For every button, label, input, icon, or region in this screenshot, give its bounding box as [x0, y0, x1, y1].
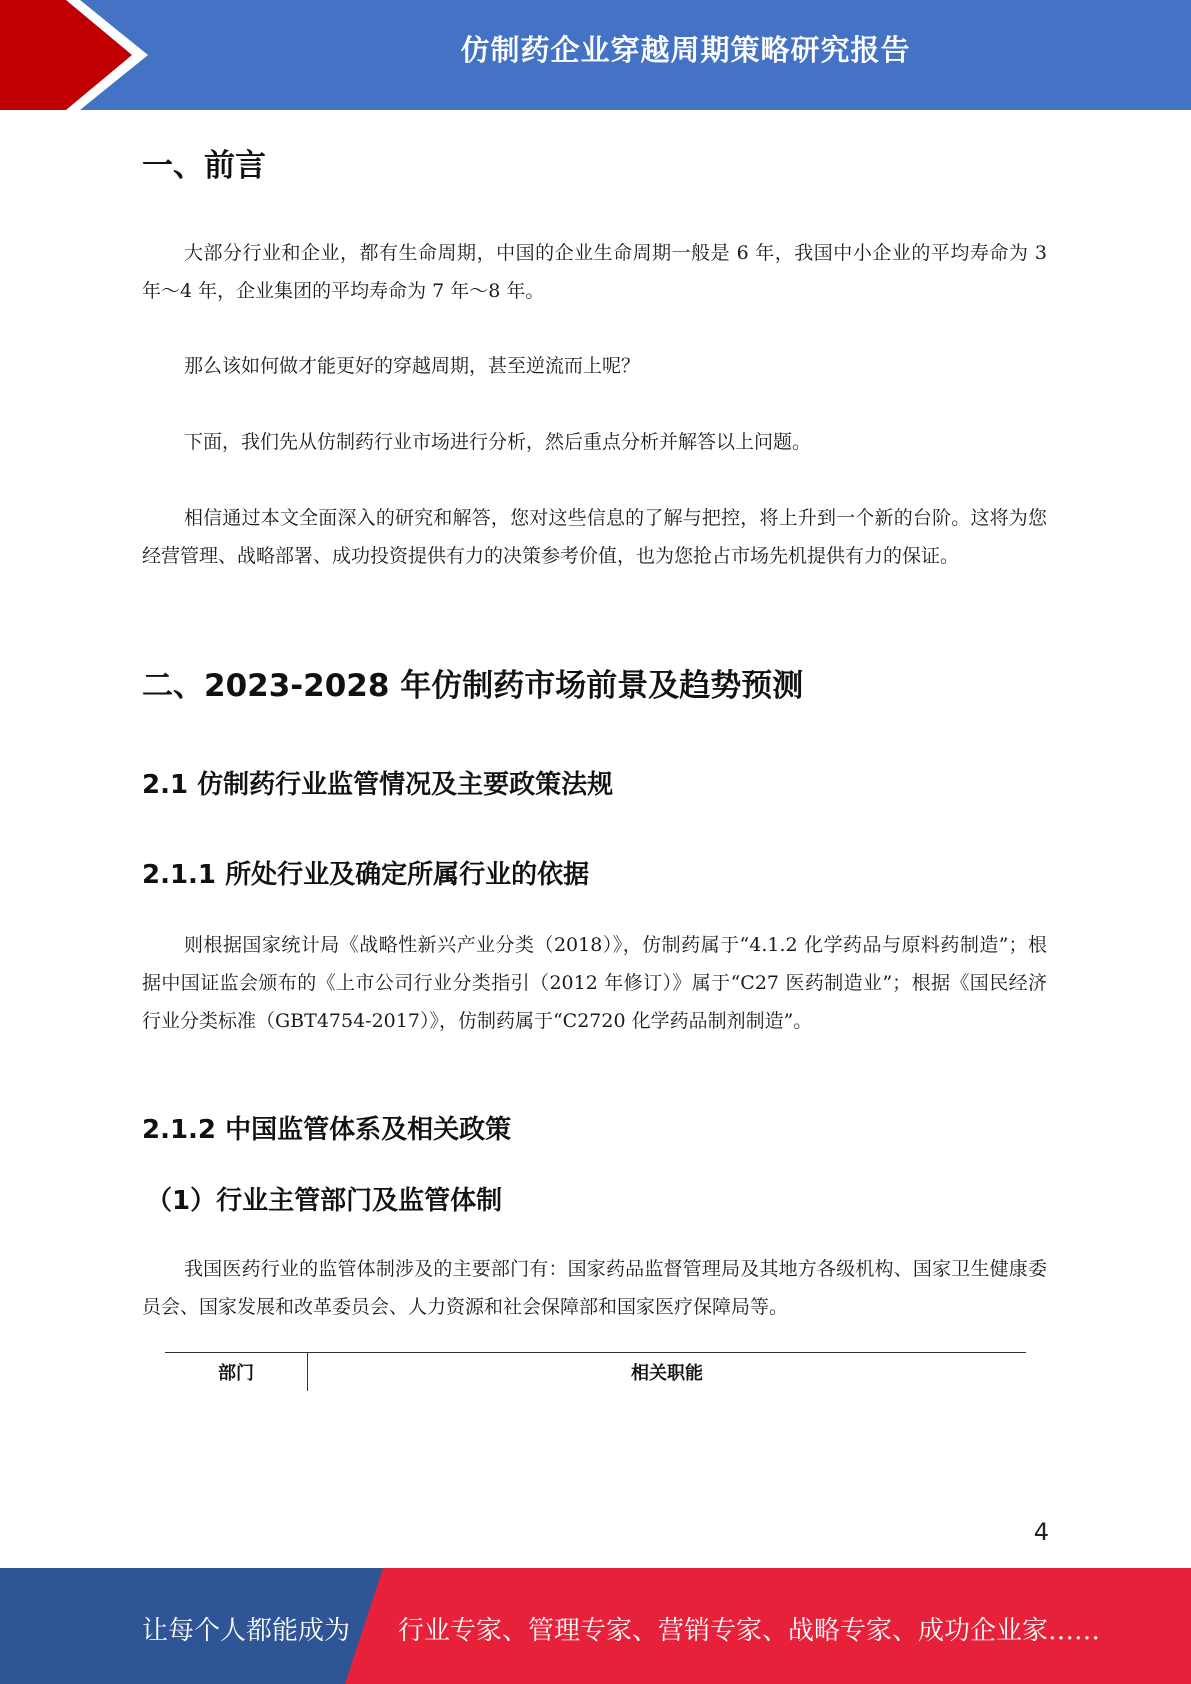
- page-header-band: [0, 0, 1191, 110]
- header-arrow-decoration: [0, 0, 150, 110]
- table-header-row: [165, 1353, 1026, 1391]
- section-2-1-1-paragraph: 则根据国家统计局《战略性新兴产业分类（2018）》，仿制药属于“4.1.2 化学药品与原料药制造”；根据中国证监会颁布的《上市公司行业分类指引（2012 年修订）》属于“C27 医药制造业”；根据《国民经济行业分类标准（GBT4754-2017）》，仿制药属于“C2720 化学药品制剂制造”。: [142, 934, 1047, 1032]
- section-2-1-1-heading: 2.1.1 所处行业及确定所属行业的依据: [142, 860, 590, 890]
- subsection-regulatory-authority-heading: （1）行业主管部门及监管体制: [146, 1186, 503, 1216]
- table-header-department: 部门: [165, 1353, 308, 1391]
- departments-table: [165, 1352, 1026, 1391]
- preface-paragraph-2: 那么该如何做才能更好的穿越周期，甚至逆流而上呢？: [184, 355, 641, 377]
- table-header-functions: 相关职能: [631, 1363, 703, 1384]
- section-2-1-heading: 2.1 仿制药行业监管情况及主要政策法规: [142, 770, 614, 800]
- preface-heading: 一、前言: [142, 148, 266, 184]
- regulatory-authority-paragraph: 我国医药行业的监管体制涉及的主要部门有：国家药品监督管理局及其地方各级机构、国家卫生健康委员会、国家发展和改革委员会、人力资源和社会保障部和国家医疗保障局等。: [142, 1258, 1047, 1318]
- section-2-1-2-heading: 2.1.2 中国监管体系及相关政策: [142, 1115, 512, 1145]
- report-title: 仿制药企业穿越周期策略研究报告: [460, 33, 911, 67]
- footer-slogan-left: 让每个人都能成为: [142, 1616, 351, 1646]
- preface-paragraph-4: 相信通过本文全面深入的研究和解答，您对这些信息的了解与把控，将上升到一个新的台阶。这将为您经营管理、战略部署、成功投资提供有力的决策参考价值，也为您抢占市场先机提供有力的保证。: [142, 507, 1047, 567]
- page-footer-band: [0, 1568, 1191, 1684]
- footer-slogan-right: 行业专家、管理专家、营销专家、战略专家、成功企业家……: [398, 1616, 1101, 1646]
- preface-paragraph-3: 下面，我们先从仿制药行业市场进行分析，然后重点分析并解答以上问题。: [184, 431, 812, 453]
- section-2-heading: 二、2023-2028 年仿制药市场前景及趋势预测: [142, 668, 804, 704]
- page-number: 4: [1033, 1518, 1049, 1546]
- preface-paragraph-1: 大部分行业和企业，都有生命周期，中国的企业生命周期一般是 6 年，我国中小企业的平均寿命为 3 年～4 年，企业集团的平均寿命为 7 年～8 年。: [142, 242, 1047, 302]
